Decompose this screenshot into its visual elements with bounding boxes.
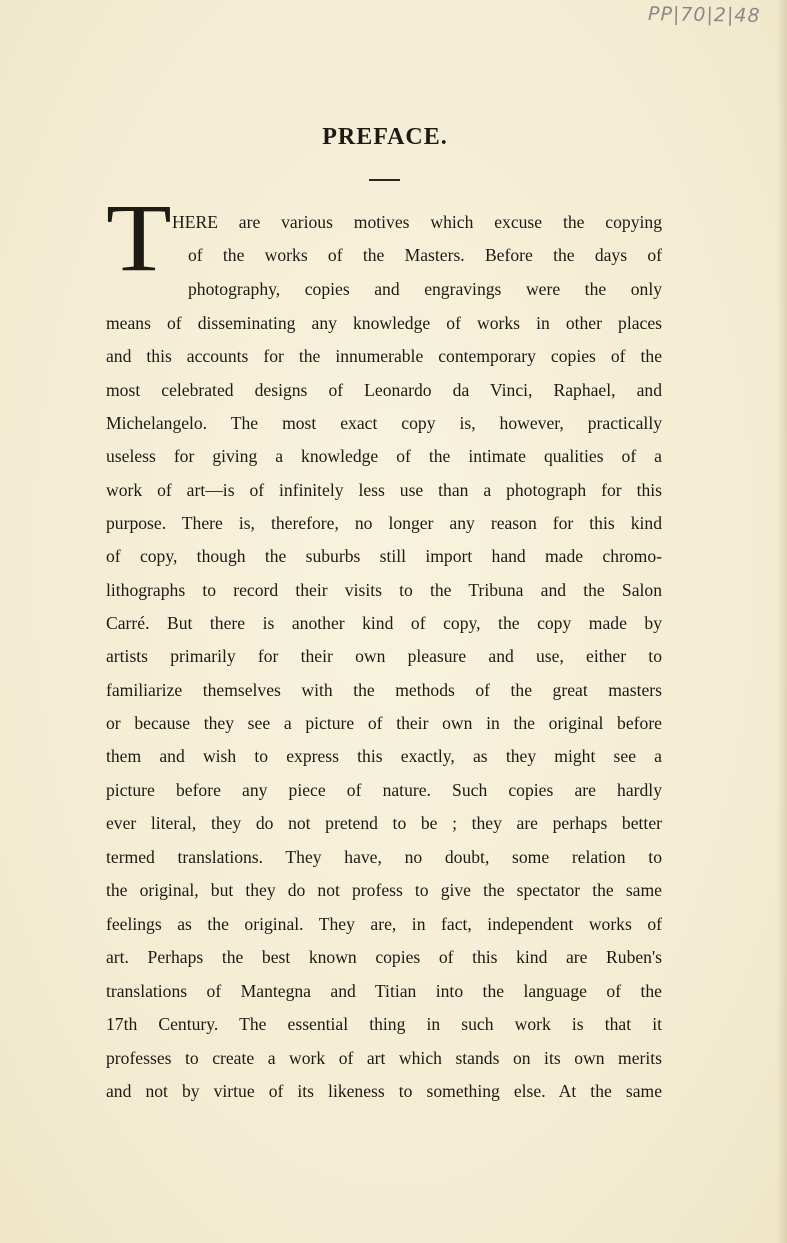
text-line: of copy, though the suburbs still import hand made chromo- bbox=[106, 546, 662, 566]
title-rule bbox=[369, 179, 400, 181]
text-line: feelings as the original. They are, in fact, independent works of bbox=[106, 914, 662, 934]
text-line: photography, copies and engravings were the only bbox=[188, 279, 662, 299]
text-line: familiarize themselves with the methods of the great masters bbox=[106, 680, 662, 700]
text-line: work of art—is of infinitely less use than a photograph for this bbox=[106, 480, 662, 500]
text-line: the original, but they do not profess to give the spectator the same bbox=[106, 880, 662, 900]
text-line: lithographs to record their visits to the Tribuna and the Salon bbox=[106, 580, 662, 600]
text-line: most celebrated designs of Leonardo da Vinci, Raphael, and bbox=[106, 380, 662, 400]
text-line: art. Perhaps the best known copies of this kind are Ruben's bbox=[106, 947, 662, 967]
catalog-mark: PP|70|2|48 bbox=[647, 3, 761, 27]
page-edge-shadow bbox=[777, 0, 787, 1243]
text-line: useless for giving a knowledge of the intimate qualities of a bbox=[106, 446, 662, 466]
text-line: of the works of the Masters. Before the days of bbox=[188, 245, 662, 265]
text-line: termed translations. They have, no doubt, some relation to bbox=[106, 847, 662, 867]
text-line: Michelangelo. The most exact copy is, however, practically bbox=[106, 413, 662, 433]
text-line: and this accounts for the innumerable contemporary copies of the bbox=[106, 346, 662, 366]
text-line: Carré. But there is another kind of copy, the copy made by bbox=[106, 613, 662, 633]
text-line: purpose. There is, therefore, no longer any reason for this kind bbox=[106, 513, 662, 533]
text-line: translations of Mantegna and Titian into the language of the bbox=[106, 981, 662, 1001]
text-line: professes to create a work of art which stands on its own merits bbox=[106, 1048, 662, 1068]
text-line: HERE are various motives which excuse the copying bbox=[172, 212, 662, 232]
text-line: picture before any piece of nature. Such copies are hardly bbox=[106, 780, 662, 800]
text-line: means of disseminating any knowledge of works in other places bbox=[106, 313, 662, 333]
text-line: ever literal, they do not pretend to be ; they are perhaps better bbox=[106, 813, 662, 833]
text-line: or because they see a picture of their own in the original before bbox=[106, 713, 662, 733]
text-line: artists primarily for their own pleasure and use, either to bbox=[106, 646, 662, 666]
text-line: and not by virtue of its likeness to something else. At the same bbox=[106, 1081, 662, 1101]
page-title: PREFACE. bbox=[322, 124, 448, 150]
text-line: them and wish to express this exactly, as they might see a bbox=[106, 746, 662, 766]
text-line: 17th Century. The essential thing in such work is that it bbox=[106, 1014, 662, 1034]
drop-cap: T bbox=[106, 184, 172, 291]
